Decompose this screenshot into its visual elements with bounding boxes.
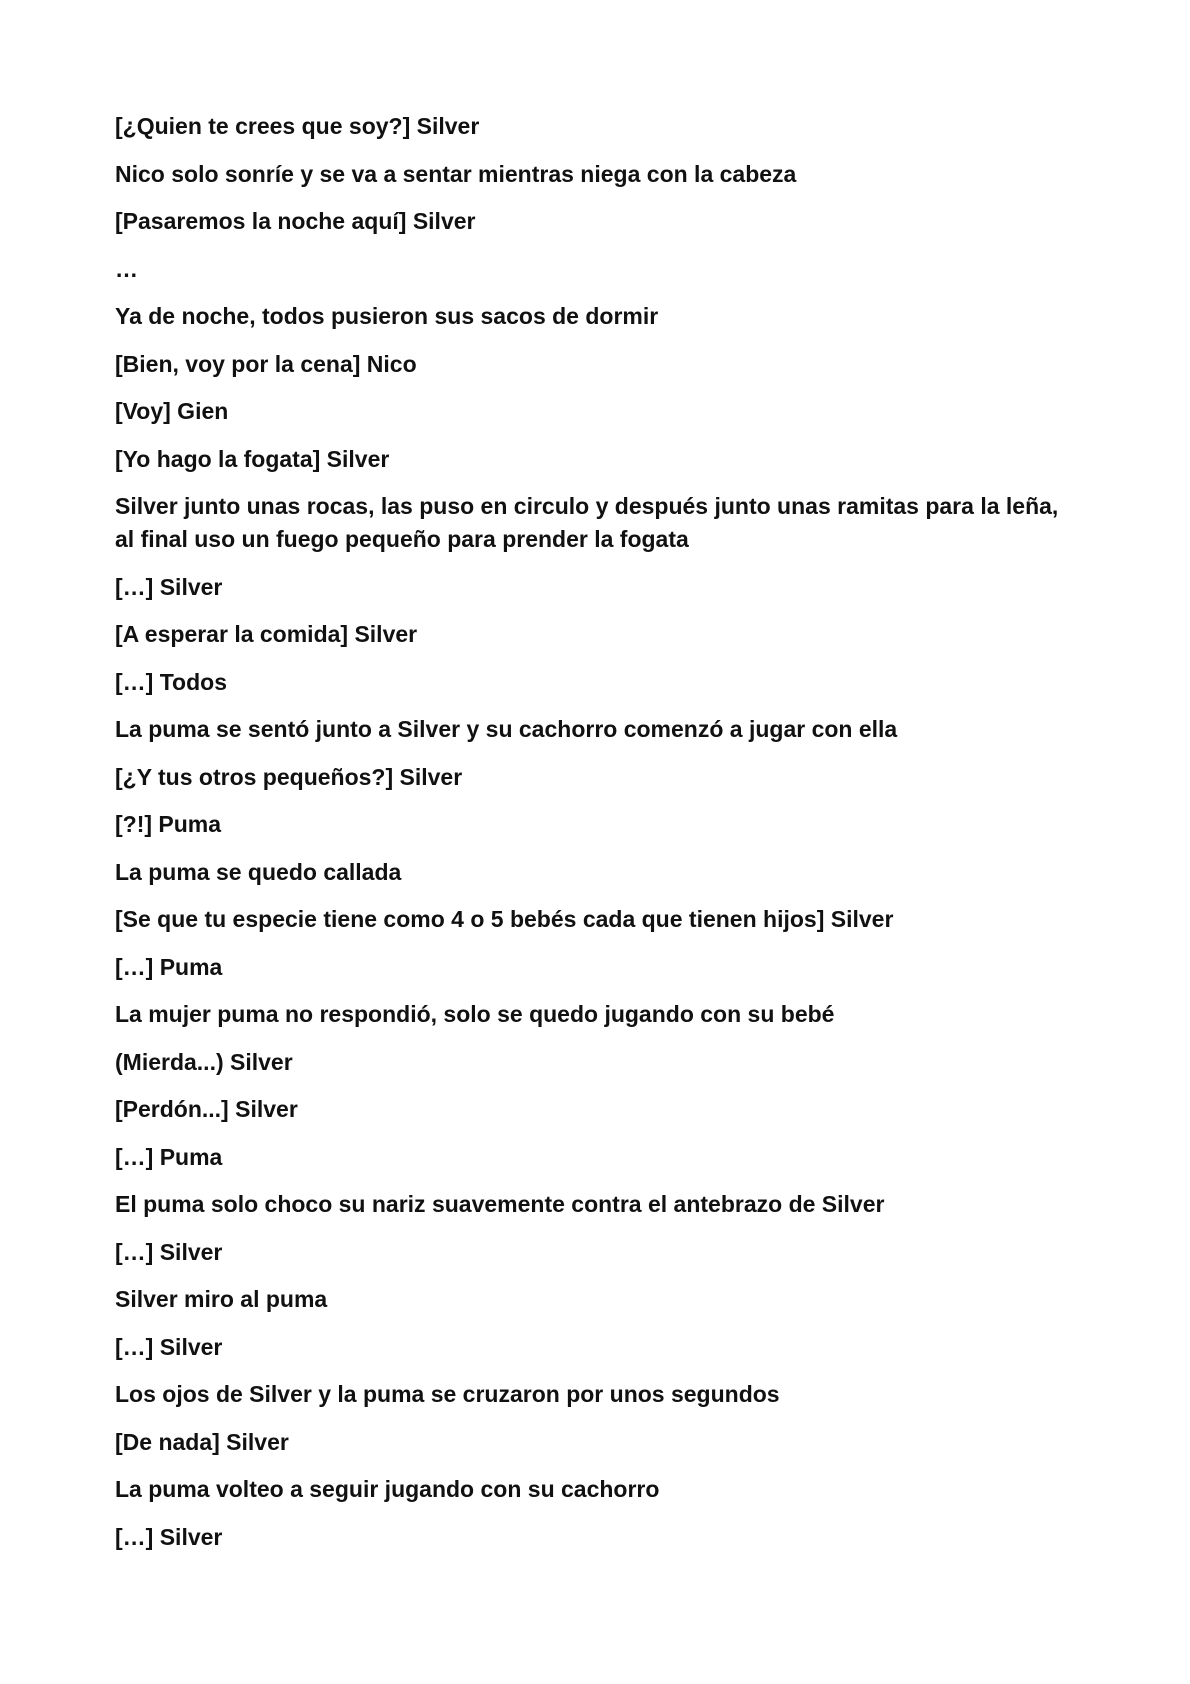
paragraph: [De nada] Silver bbox=[115, 1428, 289, 1455]
paragraph: Silver junto unas rocas, las puso en circulo y después junto unas ramitas para la leña, al final uso un fuego pequeño para prender la fogata bbox=[115, 493, 1059, 552]
paragraph: Ya de noche, todos pusieron sus sacos de dormir bbox=[115, 303, 659, 329]
document-body bbox=[115, 110, 1075, 1568]
paragraph: Nico solo sonríe y se va a sentar mientras niega con la cabeza bbox=[115, 160, 797, 187]
paragraph: [¿Quien te crees que soy?] Silver bbox=[115, 113, 480, 139]
paragraph: [?!] Puma bbox=[115, 811, 222, 837]
paragraph: [Yo hago la fogata] Silver bbox=[115, 445, 390, 472]
paragraph: […] Silver bbox=[115, 573, 223, 600]
paragraph: […] Silver bbox=[115, 1523, 223, 1550]
paragraph: […] Todos bbox=[115, 668, 227, 695]
paragraph: [Se que tu especie tiene como 4 o 5 bebés cada que tienen hijos] Silver bbox=[115, 906, 894, 932]
paragraph: [¿Y tus otros pequeños?] Silver bbox=[115, 763, 463, 790]
paragraph: […] Puma bbox=[115, 953, 223, 980]
paragraph: El puma solo choco su nariz suavemente contra el antebrazo de Silver bbox=[115, 1191, 885, 1217]
paragraph: [Bien, voy por la cena] Nico bbox=[115, 350, 417, 377]
paragraph: [Pasaremos la noche aquí] Silver bbox=[115, 208, 476, 234]
paragraph: […] Puma bbox=[115, 1143, 223, 1170]
paragraph: La puma se quedo callada bbox=[115, 858, 402, 885]
paragraph: […] Silver bbox=[115, 1238, 223, 1265]
paragraph: […] Silver bbox=[115, 1333, 223, 1360]
paragraph: La puma volteo a seguir jugando con su cachorro bbox=[115, 1476, 660, 1502]
paragraph: Los ojos de Silver y la puma se cruzaron por unos segundos bbox=[115, 1381, 780, 1407]
paragraph: [Voy] Gien bbox=[115, 398, 229, 424]
paragraph: (Mierda...) Silver bbox=[115, 1048, 293, 1075]
paragraph: La mujer puma no respondió, solo se quedo jugando con su bebé bbox=[115, 1001, 835, 1027]
paragraph: [A esperar la comida] Silver bbox=[115, 621, 418, 647]
paragraph: La puma se sentó junto a Silver y su cachorro comenzó a jugar con ella bbox=[115, 716, 898, 742]
paragraph: Silver miro al puma bbox=[115, 1286, 328, 1312]
paragraph: … bbox=[115, 255, 138, 282]
paragraph: [Perdón...] Silver bbox=[115, 1096, 298, 1122]
